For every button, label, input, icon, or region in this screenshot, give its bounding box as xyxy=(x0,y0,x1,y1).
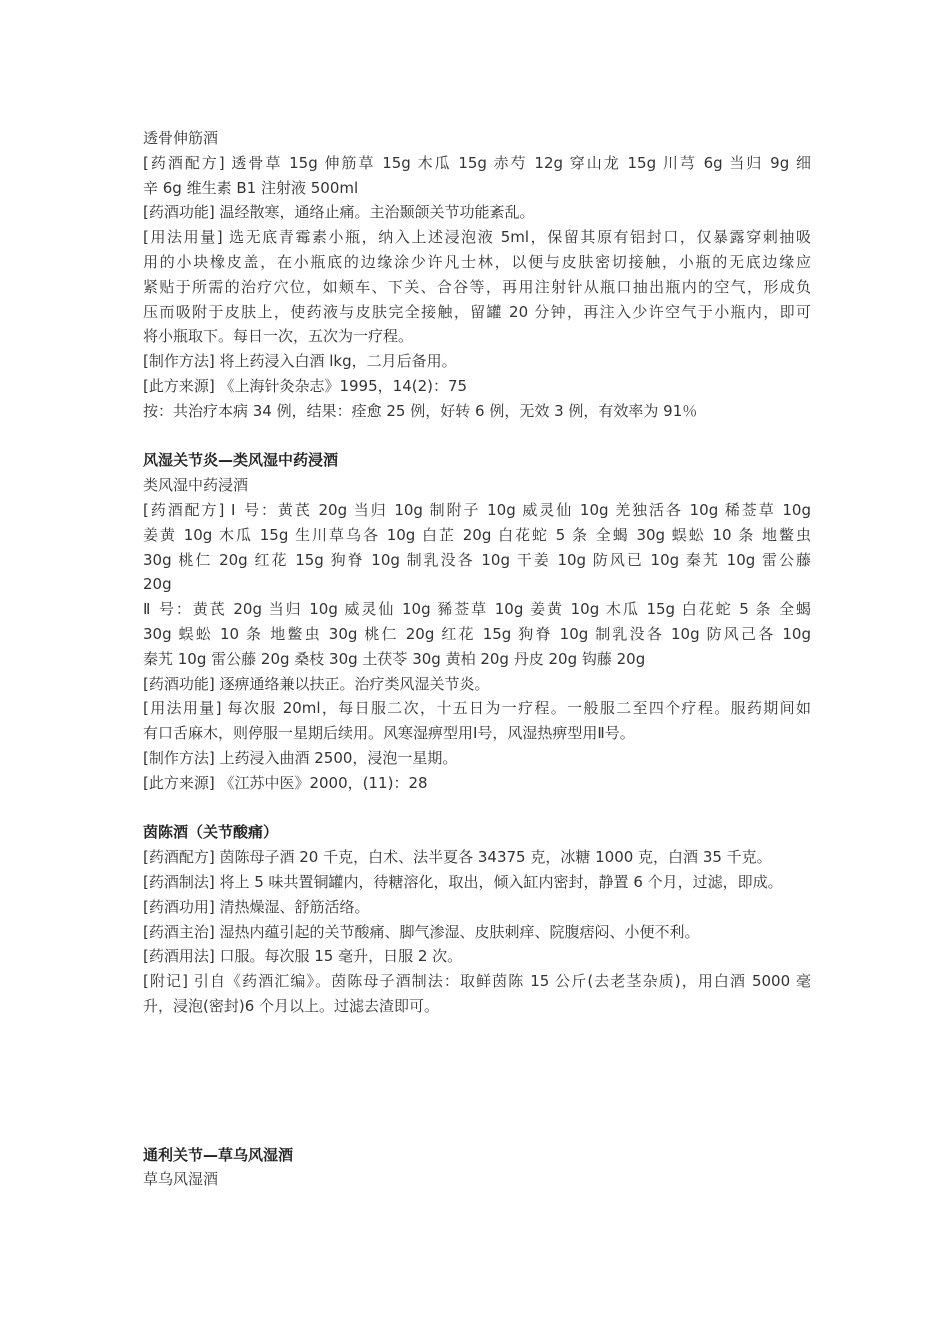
appendix-line: 升，浸泡(密封)6 个月以上。过滤去渣即可。 xyxy=(143,996,440,1015)
source-line: [此方来源] 《上海针灸杂志》1995，14(2)：75 xyxy=(143,376,468,395)
indication-line: [药酒主治] 湿热内蕴引起的关节酸痛、脚气渗湿、皮肤刺痒、院腹痞闷、小便不利。 xyxy=(143,922,700,941)
function-line: [药酒功能] 温经散寒，通络止痛。主治颞颌关节功能紊乱。 xyxy=(143,203,535,222)
section-heading: 通利关节—草乌风湿酒 xyxy=(143,1145,294,1164)
effect-line: [药酒功用] 清热燥湿、舒筋活络。 xyxy=(143,897,370,916)
spacer xyxy=(143,1019,811,1143)
note-line: 按：共治疗本病 34 例，结果：痊愈 25 例，好转 6 例，无效 3 例，有效率为 91％ xyxy=(143,401,698,420)
preparation-line: [药酒制法] 将上 5 味共置铜罐内，待糖溶化，取出，倾入缸内密封，静置 6 个月，过滤，即成。 xyxy=(143,872,783,891)
recipe-section-3 xyxy=(143,820,811,1018)
usage-line: [用法用量] 每次服 20ml，每日服二次，十五日为一疗程。一般服二至四个疗程。服药期间如 xyxy=(143,699,811,718)
usage-line: 紧贴于所需的治疗穴位，如颊车、下关、合谷等，再用注射针从瓶口抽出瓶内的空气，形成负 xyxy=(143,277,811,296)
method-line: [制作方法] 上药浸入曲酒 2500，浸泡一星期。 xyxy=(143,748,458,767)
formula-line: [药酒配方] Ⅰ 号：黄芪 20g 当归 10g 制附子 10g 威灵仙 10g 羌独活各 10g 稀莶草 10g xyxy=(143,500,811,519)
usage-line: 有口舌麻木，则停服一星期后续用。风寒湿痹型用Ⅰ号，风湿热痹型用Ⅱ号。 xyxy=(143,724,635,743)
recipe-title: 类风湿中药浸酒 xyxy=(143,476,249,495)
usage-line: 用的小块橡皮盖，在小瓶底的边缘涂少许凡士林，以便与皮肤密切接触，小瓶的无底边缘应 xyxy=(143,252,811,271)
formula-line: 20g xyxy=(143,575,172,594)
formula-line: [药酒配方] 茵陈母子酒 20 千克，白术、法半夏各 34375 克，冰糖 1000 克，白酒 35 千克。 xyxy=(143,848,772,867)
function-line: [药酒功能] 逐痹通络兼以扶正。治疗类风湿关节炎。 xyxy=(143,674,490,693)
formula-line: 姜黄 10g 木瓜 15g 生川草乌各 10g 白芷 20g 白花蛇 5 条 全蝎 30g 蜈蚣 10 条 地鳖虫 xyxy=(143,525,811,544)
document-page xyxy=(143,126,811,1192)
spacer xyxy=(143,424,811,449)
section-heading: 风湿关节炎—类风湿中药浸酒 xyxy=(143,451,339,470)
formula-line: 30g 蜈蚣 10 条 地鳖虫 30g 桃仁 20g 红花 15g 狗脊 10g 制乳没各 10g 防风己各 10g xyxy=(143,624,811,643)
usage-line: 将小瓶取下。每日一次，五次为一疗程。 xyxy=(143,327,414,346)
recipe-title: 透骨伸筋酒 xyxy=(143,129,219,147)
usage-line: [用法用量] 选无底青霉素小瓶，纳入上述浸泡液 5ml，保留其原有铝封口，仅暴露穿刺抽吸 xyxy=(143,228,811,247)
formula-line: 30g 桃仁 20g 红花 15g 狗脊 10g 制乳没各 10g 干姜 10g 防风已 10g 秦艽 10g 雷公藤 xyxy=(143,550,811,569)
formula-line: 辛 6g 维生素 B1 注射液 500ml xyxy=(143,178,359,197)
spacer xyxy=(143,796,811,821)
recipe-section-4 xyxy=(143,1143,811,1193)
source-line: [此方来源] 《江苏中医》2000，(11)：28 xyxy=(143,773,428,792)
formula-line: 秦艽 10g 雷公藤 20g 桑枝 30g 土茯苓 30g 黄柏 20g 丹皮 20g 钩藤 20g xyxy=(143,649,646,668)
section-heading: 茵陈酒（关节酸痛） xyxy=(143,823,279,842)
formula-line: Ⅱ 号：黄芪 20g 当归 10g 威灵仙 10g 豨莶草 10g 姜黄 10g 木瓜 15g 白花蛇 5 条 全蝎 xyxy=(143,600,811,619)
recipe-section-1 xyxy=(143,126,811,424)
recipe-title: 草乌风湿酒 xyxy=(143,1170,219,1189)
appendix-line: [附记] 引自《药酒汇编》。茵陈母子酒制法：取鲜茵陈 15 公斤(去老茎杂质)，用白酒 5000 毫 xyxy=(143,972,811,991)
recipe-section-2 xyxy=(143,448,811,795)
dosage-line: [药酒用法] 口服。每次服 15 毫升，日服 2 次。 xyxy=(143,947,463,966)
method-line: [制作方法] 将上药浸入白酒 lkg，二月后备用。 xyxy=(143,352,457,371)
formula-line: [药酒配方] 透骨草 15g 伸筋草 15g 木瓜 15g 赤芍 12g 穿山龙 15g 川芎 6g 当归 9g 细 xyxy=(143,153,811,172)
usage-line: 压而吸附于皮肤上，使药液与皮肤完全接触，留罐 20 分钟，再注入少许空气于小瓶内，即可 xyxy=(143,302,811,321)
